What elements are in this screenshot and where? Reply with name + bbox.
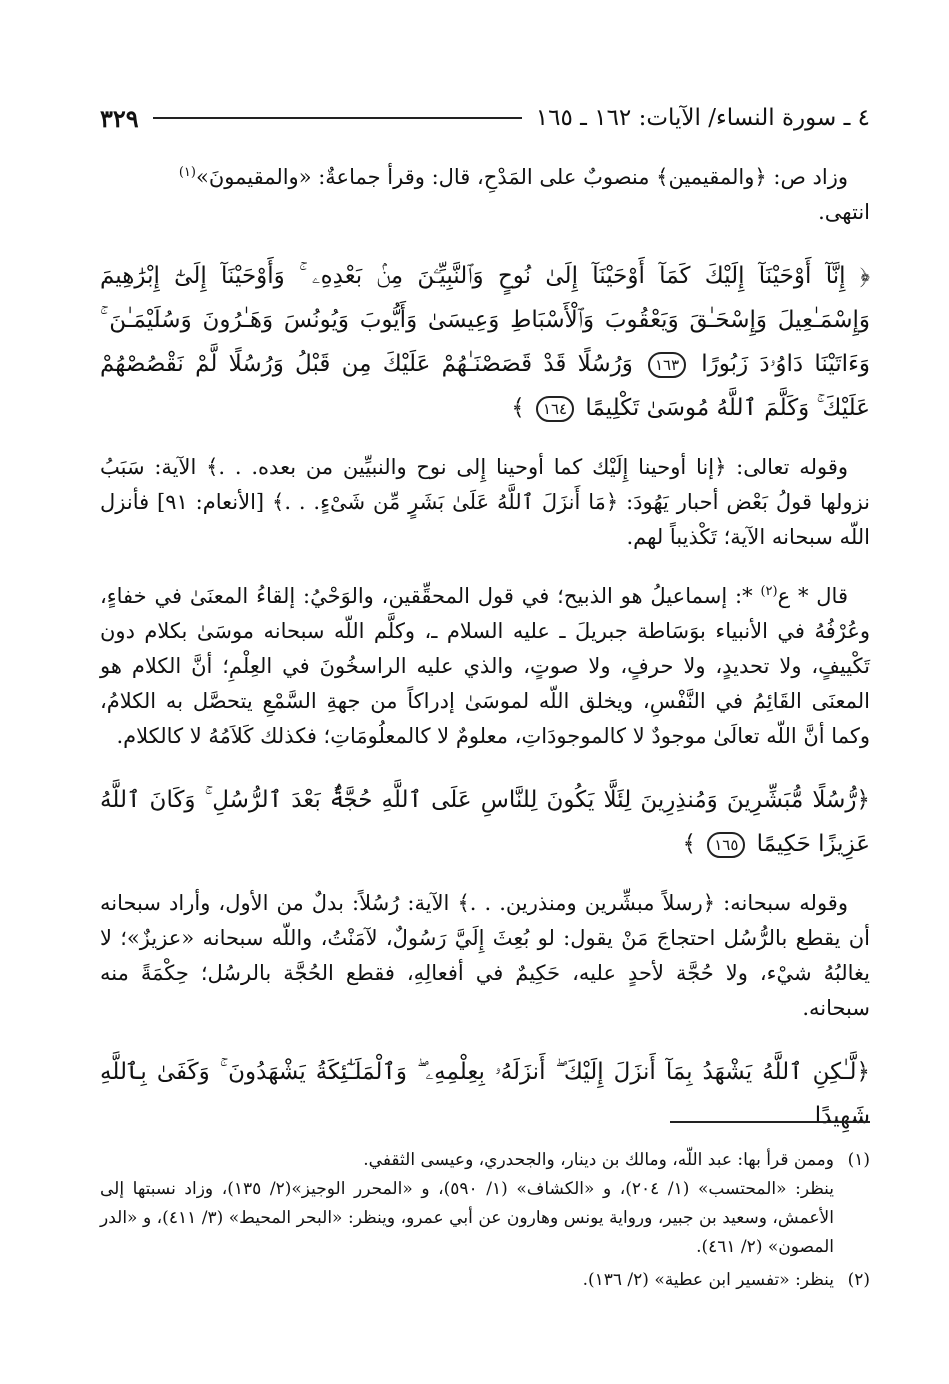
footnote-1-line-1: وممن قرأ بها: عبد اللّه، ومالك بن دينار، والجحدري، وعيسى الثقفي. bbox=[363, 1150, 834, 1170]
quran-verse-2-close: ﴾ bbox=[682, 831, 696, 857]
footnote-2-line-1: ينظر: «تفسير ابن عطية» (٢/ ١٣٦). bbox=[582, 1270, 834, 1290]
paragraph-3-lead: قال * ع bbox=[777, 584, 848, 608]
running-header bbox=[100, 100, 870, 136]
ayah-number-164: ١٦٤ bbox=[536, 396, 574, 422]
quran-verse-1-text: ﴿ إِنَّآ أَوْحَيْنَآ إِلَيْكَ كَمَآ أَوْحَيْنَآ إِلَىٰ نُوحٍ وَٱلنَّبِيِّـۧنَ مِنۢ بَعْدِهِۦ ۚ وَأَوْحَيْنَآ إِلَىٰٓ إِبْرَٰهِيمَ وَإِسْمَـٰعِيلَ وَإِسْحَـٰقَ وَيَعْقُوبَ وَٱلْأَسْبَاطِ وَعِيسَىٰ وَأَيُّوبَ وَيُونُسَ وَهَـٰرُونَ وَسُلَيْمَـٰنَ ۚ وَءَاتَيْنَا دَاوُۥدَ زَبُورًا bbox=[100, 263, 870, 377]
quran-verse-1-close: ﴾ bbox=[511, 395, 525, 421]
header-rule bbox=[153, 117, 522, 119]
paragraph-1 bbox=[100, 160, 870, 230]
quran-verse-3: ﴿لَّـٰكِنِ ٱللَّهُ يَشْهَدُ بِمَآ أَنزَلَ إِلَيْكَ ۖ أَنزَلَهُۥ بِعِلْمِهِۦ ۖ وَٱلْمَلَـٰٓئِكَةُ يَشْهَدُونَ ۚ وَكَفَىٰ بِٱللَّهِ شَهِيدًا bbox=[100, 1059, 870, 1129]
paragraph-3-text: *: إسماعيلُ هو الذبيح؛ في قول المحقِّقين، والوَحْيُ: إلقاءُ المعنَىٰ في خفاءٍ، وعُرْفُهُ في الأنبياء بوَسَاطة جبريلَ ـ عليه السلام ـ، وكلَّم اللّه سبحانه موسَىٰ بكلام دون تَكْييفٍ، ولا تحديدٍ، ولا حرفٍ، ولا صوتٍ، والذي عليه الراسخُونَ في العِلْمِ؛ أنَّ الكلام هو المعنَى القَائِمُ في النَّفْسِ، ويخلق اللّه لموسَىٰ إدراكاً من جهةِ السَّمْعِ يتحصَّل به الكلامُ، وكما أنَّ اللّه تعالَىٰ موجودٌ لا كالموجودَاتِ، معلومٌ لا كالمعلُومَاتِ؛ فكذلك كَلاَمُهُ لا كالكلام. bbox=[100, 584, 870, 748]
paragraph-1-end: انتهى. bbox=[818, 200, 870, 224]
footnote-ref-1: (١) bbox=[178, 165, 196, 180]
quran-verse-2 bbox=[100, 778, 870, 866]
footnote-1 bbox=[100, 1146, 870, 1262]
footnote-1-number: (١) bbox=[847, 1150, 870, 1170]
ayah-number-165: ١٦٥ bbox=[707, 832, 745, 858]
footnote-separator bbox=[670, 1121, 870, 1123]
footnote-2 bbox=[100, 1266, 870, 1295]
paragraph-3 bbox=[100, 579, 870, 754]
page-number: ٣٢٩ bbox=[100, 103, 139, 133]
ayah-number-163: ١٦٣ bbox=[648, 352, 686, 378]
footnote-ref-2: (٢) bbox=[760, 584, 778, 599]
footnote-2-number: (٢) bbox=[847, 1270, 870, 1290]
footnotes bbox=[100, 1146, 870, 1299]
quran-verse-1 bbox=[100, 254, 870, 430]
paragraph-4: وقوله سبحانه: ﴿رسلاً مبشِّرين ومنذرين. . .﴾ الآية: رُسُلاً: بدلٌ من الأول، وأراد سبحانه أن يقطع بالرُّسُل احتجاجَ مَنْ يقول: لو بُعِثَ إِلَيَّ رَسُولٌ، لآمَنْتُ، واللّه سبحانه «عزيزٌ»؛ لا يغالبُهُ شيْء، ولا حُجَّة لأحدٍ عليه، حَكِيمٌ في أفعالِهِ، فقطع الحُجَّة بالرسُل؛ حِكْمَةً منه سبحانه. bbox=[100, 891, 870, 1020]
header-title: ٤ ـ سورة النساء/ الآيات: ١٦٢ ـ ١٦٥ bbox=[535, 105, 870, 131]
quran-verse-1-text-b: وَرُسُلًا قَدْ قَصَصْنَـٰهُمْ عَلَيْكَ مِن قَبْلُ وَرُسُلًا لَّمْ نَقْصُصْهُمْ عَلَيْكَ ۚ وَكَلَّمَ ٱللَّهُ مُوسَىٰ تَكْلِيمًا bbox=[100, 351, 870, 421]
paragraph-2: وقوله تعالى: ﴿إنا أوحينا إِلَيْك كما أوحينا إِلى نوح والنبيِّين من بعده. . .﴾ الآية: سَبَبُ نزولها قولُ بَعْض أحبار يَهُودَ: ﴿مَا أَنزَلَ ٱللَّهُ عَلَىٰ بَشَرٍ مِّن شَىْءٍ. . .﴾ [الأنعام: ٩١] فأنزل اللّه سبحانه الآية؛ تَكْذيباً لهم. bbox=[100, 455, 870, 549]
quran-verse-2-text: ﴿رُّسُلًا مُّبَشِّرِينَ وَمُنذِرِينَ لِئَلَّا يَكُونَ لِلنَّاسِ عَلَى ٱللَّهِ حُجَّةٌۢ بَعْدَ ٱلرُّسُلِ ۚ وَكَانَ ٱللَّهُ عَزِيزًا حَكِيمًا bbox=[100, 787, 870, 857]
footnote-1-line-2: ينظر: «المحتسب» (١/ ٢٠٤)، و «الكشاف» (١/ ٥٩٠)، و «المحرر الوجيز»(٢/ ١٣٥)، وزاد نسبتها إلى الأعمش، وسعيد بن جبير، ورواية يونس وهارون عن أبي عمرو، وينظر: «البحر المحيط» (٣/ ٤١١)، و «الدر المصون» (٢/ ٤٦١). bbox=[100, 1179, 835, 1257]
paragraph-1-text: وزاد ص: ﴿والمقيمين﴾ منصوبٌ على المَدْحِ، قال: وقرأ جماعةٌ: «والمقيمونَ» bbox=[195, 165, 848, 189]
main-text bbox=[100, 160, 870, 1158]
